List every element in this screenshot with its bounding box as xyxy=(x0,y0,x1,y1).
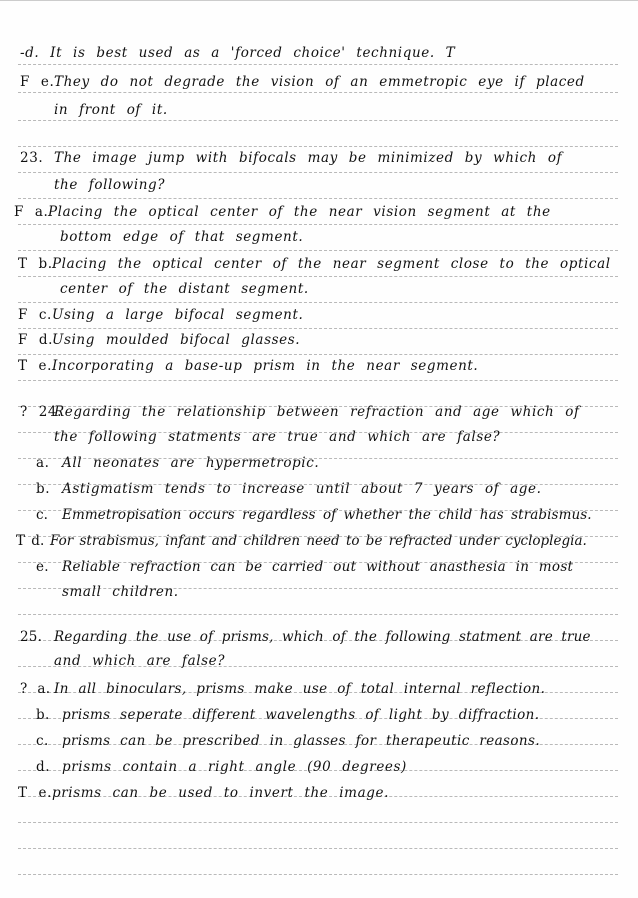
page-top-edge xyxy=(0,0,638,11)
ruled-line xyxy=(18,224,618,225)
answer-mark: T d. xyxy=(16,533,45,549)
line-text: Astigmatism tends to increase until about 7 years of age. xyxy=(62,481,542,497)
line-text: and which are false? xyxy=(54,653,226,669)
answer-mark: d. xyxy=(36,759,51,775)
line-text: Placing the optical center of the near vision segment at the xyxy=(48,204,551,220)
note-line xyxy=(0,101,638,119)
ruled-line xyxy=(18,822,618,823)
answer-mark: a. xyxy=(36,455,50,471)
line-text: Placing the optical center of the near segment close to the optical xyxy=(52,256,611,272)
line-text: For strabismus, infant and children need to be refracted under cycloplegia. xyxy=(50,533,587,549)
ruled-line xyxy=(18,64,618,65)
line-text: center of the distant segment. xyxy=(60,281,309,297)
answer-option xyxy=(0,228,638,246)
answer-option xyxy=(0,784,638,802)
ruled-line xyxy=(18,92,618,93)
ruled-line xyxy=(18,302,618,303)
answer-option xyxy=(0,454,638,472)
answer-mark: F a. xyxy=(14,204,49,220)
line-text: prisms contain a right angle (90 degrees) xyxy=(62,759,407,775)
note-line xyxy=(0,44,638,62)
answer-mark: F e. xyxy=(20,74,55,90)
answer-option xyxy=(0,280,638,298)
line-text: All neonates are hypermetropic. xyxy=(62,455,320,471)
answer-option xyxy=(0,558,638,576)
line-text: prisms can be prescribed in glasses for therapeutic reasons. xyxy=(62,733,541,749)
line-text: In all binoculars, prisms make use of total internal reflection. xyxy=(54,681,546,697)
answer-option xyxy=(0,331,638,349)
line-text: the following statments are true and which are false? xyxy=(54,429,501,445)
question-number: ? 24. xyxy=(20,404,62,420)
ruled-line xyxy=(18,172,618,173)
ruled-line xyxy=(18,874,618,875)
ruled-line xyxy=(18,380,618,381)
note-line xyxy=(0,73,638,91)
line-text: Emmetropisation occurs regardless of whether the child has strabismus. xyxy=(62,507,592,523)
line-text: They do not degrade the vision of an emmetropic eye if placed xyxy=(54,74,585,90)
answer-option xyxy=(0,680,638,698)
answer-option xyxy=(0,480,638,498)
line-text: Regarding the relationship between refraction and age which of xyxy=(54,404,580,420)
answer-option xyxy=(0,583,638,601)
ruled-line xyxy=(18,328,618,329)
answer-mark: c. xyxy=(36,733,49,749)
answer-option xyxy=(0,203,638,221)
answer-option xyxy=(0,255,638,273)
answer-mark: F c. xyxy=(18,307,52,323)
answer-mark: T e. xyxy=(18,358,52,374)
line-text: The image jump with bifocals may be minimized by which of xyxy=(54,150,563,166)
answer-mark: ? a. xyxy=(20,681,51,697)
line-text: Using a large bifocal segment. xyxy=(52,307,304,323)
answer-mark: T e. xyxy=(18,785,52,801)
answer-option xyxy=(0,506,638,524)
ruled-line xyxy=(18,614,618,615)
ruled-line xyxy=(18,848,618,849)
question-stem xyxy=(0,628,638,646)
answer-mark: T b. xyxy=(18,256,53,272)
answer-option xyxy=(0,732,638,750)
line-text: Regarding the use of prisms, which of the following statment are true xyxy=(54,629,591,645)
ruled-line xyxy=(18,120,618,121)
question-stem xyxy=(0,149,638,167)
ruled-line xyxy=(18,250,618,251)
answer-option xyxy=(0,357,638,375)
question-stem xyxy=(0,176,638,194)
line-text: small children. xyxy=(62,584,179,600)
line-text: prisms can be used to invert the image. xyxy=(52,785,389,801)
line-text: prisms seperate different wavelengths of light by diffraction. xyxy=(62,707,540,723)
answer-option xyxy=(0,306,638,324)
ruled-line xyxy=(18,354,618,355)
answer-mark: e. xyxy=(36,559,49,575)
answer-option xyxy=(0,706,638,724)
line-text: -d. It is best used as a 'forced choice' technique. T xyxy=(20,45,456,61)
line-text: Reliable refraction can be carried out without anasthesia in most xyxy=(62,559,574,575)
question-stem xyxy=(0,403,638,421)
answer-option xyxy=(0,758,638,776)
question-number: 23. xyxy=(20,150,44,166)
answer-mark: b. xyxy=(36,481,51,497)
answer-mark: b. xyxy=(36,707,50,723)
line-text: bottom edge of that segment. xyxy=(60,229,304,245)
line-text: Using moulded bifocal glasses. xyxy=(52,332,301,348)
line-text: Incorporating a base-up prism in the near segment. xyxy=(52,358,479,374)
ruled-line xyxy=(18,146,618,147)
question-stem xyxy=(0,652,638,670)
question-stem xyxy=(0,428,638,446)
question-number: 25. xyxy=(20,629,43,645)
line-text: the following? xyxy=(54,177,166,193)
answer-mark: F d. xyxy=(18,332,53,348)
ruled-line xyxy=(18,198,618,199)
answer-option xyxy=(0,532,638,550)
line-text: in front of it. xyxy=(54,102,168,118)
answer-mark: c. xyxy=(36,507,49,523)
ruled-line xyxy=(18,276,618,277)
